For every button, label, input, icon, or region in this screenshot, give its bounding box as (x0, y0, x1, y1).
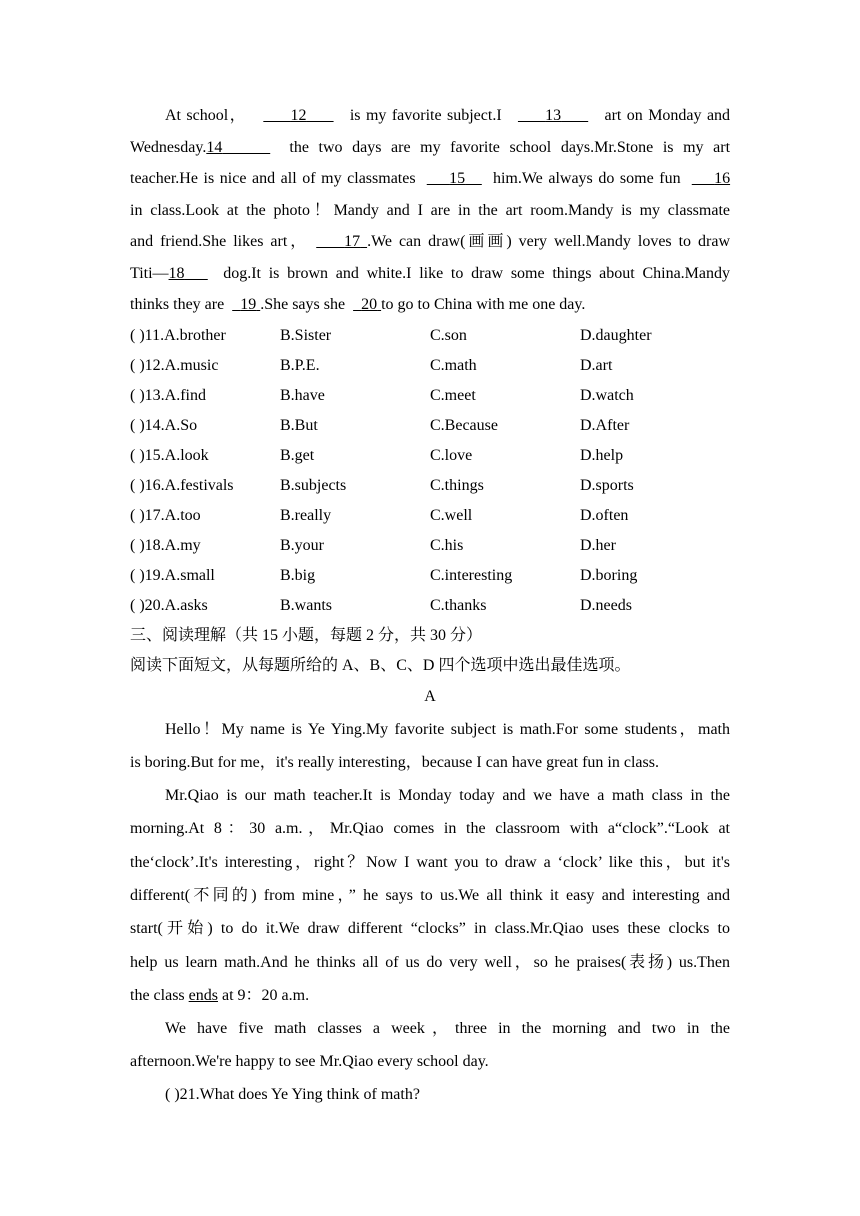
passage-line: the class ends at 9：20 a.m. (130, 986, 310, 1004)
option-row-16 (130, 471, 730, 501)
option-row-20 (130, 591, 730, 621)
underlined-word: ends (188, 986, 218, 1004)
passage-line: different(不同的) from mine，” he says to us.We all think it easy and interesting and (130, 886, 730, 904)
option-c[interactable]: C.things (430, 476, 484, 494)
option-d[interactable]: D.often (580, 506, 629, 524)
blank-20[interactable]: 20 (361, 296, 378, 313)
blank-19[interactable]: 19 (240, 296, 257, 313)
option-d[interactable]: D.her (580, 536, 616, 554)
option-d[interactable]: D.boring (580, 566, 638, 584)
option-a[interactable]: ( )18.A.my (130, 536, 201, 554)
blank-13[interactable]: 13 (545, 107, 562, 124)
blank-18[interactable]: 18 (168, 264, 185, 282)
option-c[interactable]: C.his (430, 536, 464, 554)
option-list (130, 321, 730, 621)
section-instruction: 阅读下面短文，从每题所给的 A、B、C、D 四个选项中选出最佳选项。 (130, 656, 631, 674)
page-content (130, 100, 730, 1110)
blank-17[interactable]: 17 (344, 233, 361, 250)
option-d[interactable]: D.help (580, 446, 624, 464)
passage-label: A (424, 687, 436, 705)
passage-line: Hello！My name is Ye Ying.My favorite subject is math.For some students，math (165, 720, 730, 738)
option-d[interactable]: D.daughter (580, 326, 652, 344)
cloze-line-1: At school， 12 is my favorite subject.I 13 art on Monday and (165, 107, 731, 124)
option-b[interactable]: B.really (280, 506, 332, 524)
option-b[interactable]: B.subjects (280, 476, 347, 494)
option-a[interactable]: ( )11.A.brother (130, 326, 226, 344)
option-a[interactable]: ( )13.A.find (130, 386, 206, 404)
option-b[interactable]: B.big (280, 566, 316, 584)
option-b[interactable]: B.have (280, 386, 325, 404)
option-b[interactable]: B.your (280, 536, 324, 554)
blank-14[interactable]: 14 (206, 138, 223, 156)
reading-passage (130, 713, 730, 1079)
option-b[interactable]: B.wants (280, 596, 332, 614)
option-a[interactable]: ( )19.A.small (130, 566, 215, 584)
option-row-11 (130, 321, 730, 351)
option-d[interactable]: D.art (580, 356, 613, 374)
option-row-14 (130, 411, 730, 441)
option-a[interactable]: ( )15.A.look (130, 446, 209, 464)
passage-line: We have five math classes a week，three in the morning and two in the (165, 1020, 730, 1038)
passage-line: Mr.Qiao is our math teacher.It is Monday today and we have a math class in the (165, 787, 730, 805)
cloze-passage (130, 100, 730, 321)
passage-line: is boring.But for me，it's really interesting，because I can have great fun in class. (130, 753, 659, 771)
blank-15[interactable]: 15 (449, 170, 466, 187)
blank-12[interactable]: 12 (290, 107, 307, 124)
passage-line: morning.At 8：30 a.m.，Mr.Qiao comes in the classroom with a“clock”.“Look at (130, 820, 730, 838)
option-a[interactable]: ( )20.A.asks (130, 596, 208, 614)
option-row-18 (130, 531, 730, 561)
option-c[interactable]: C.well (430, 506, 473, 524)
option-a[interactable]: ( )12.A.music (130, 356, 219, 374)
blank-16[interactable]: 16 (714, 170, 731, 187)
option-a[interactable]: ( )16.A.festivals (130, 476, 234, 494)
option-row-13 (130, 381, 730, 411)
option-c[interactable]: C.son (430, 326, 467, 344)
option-b[interactable]: B.But (280, 416, 318, 434)
option-d[interactable]: D.After (580, 416, 630, 434)
option-d[interactable]: D.watch (580, 386, 634, 404)
option-c[interactable]: C.Because (430, 416, 498, 434)
option-a[interactable]: ( )17.A.too (130, 506, 201, 524)
option-c[interactable]: C.meet (430, 386, 476, 404)
option-c[interactable]: C.math (430, 356, 477, 374)
passage-line: help us learn math.And he thinks all of us do very well，so he praises(表扬) us.Then (130, 953, 730, 971)
cloze-line-4: in class.Look at the photo！Mandy and I are in the art room.Mandy is my classmate (130, 201, 730, 219)
option-c[interactable]: C.love (430, 446, 473, 464)
option-row-15 (130, 441, 730, 471)
cloze-line-3: teacher.He is nice and all of my classmates 15 him.We always do some fun 16 (130, 170, 731, 187)
passage-line: start(开始) to do it.We draw different “clocks” in class.Mr.Qiao uses these clocks to (130, 920, 730, 938)
section-title: 三、阅读理解（共 15 小题，每题 2 分，共 30 分） (130, 626, 483, 644)
option-d[interactable]: D.sports (580, 476, 634, 494)
cloze-line-6: Titi—18 dog.It is brown and white.I like to draw some things about China.Mandy (130, 264, 730, 282)
cloze-line-2: Wednesday.14 the two days are my favorite school days.Mr.Stone is my art (130, 138, 731, 156)
passage-line: afternoon.We're happy to see Mr.Qiao every school day. (130, 1053, 489, 1071)
option-row-17 (130, 501, 730, 531)
cloze-line-5: and friend.She likes art， 17 .We can draw(画画) very well.Mandy loves to draw (130, 233, 731, 250)
option-row-19 (130, 561, 730, 591)
passage-line: the‘clock’.It's interesting，right？Now I want you to draw a ‘clock’ like this，but it's (130, 853, 730, 871)
option-b[interactable]: B.P.E. (280, 356, 320, 374)
cloze-line-7: thinks they are 19 .She says she 20 to go to China with me one day. (130, 296, 586, 313)
option-d[interactable]: D.needs (580, 596, 632, 614)
option-b[interactable]: B.get (280, 446, 315, 464)
option-b[interactable]: B.Sister (280, 326, 332, 344)
question-21[interactable]: ( )21.What does Ye Ying think of math? (165, 1085, 420, 1103)
option-a[interactable]: ( )14.A.So (130, 416, 198, 434)
option-c[interactable]: C.thanks (430, 596, 487, 614)
option-c[interactable]: C.interesting (430, 566, 513, 584)
option-row-12 (130, 351, 730, 381)
